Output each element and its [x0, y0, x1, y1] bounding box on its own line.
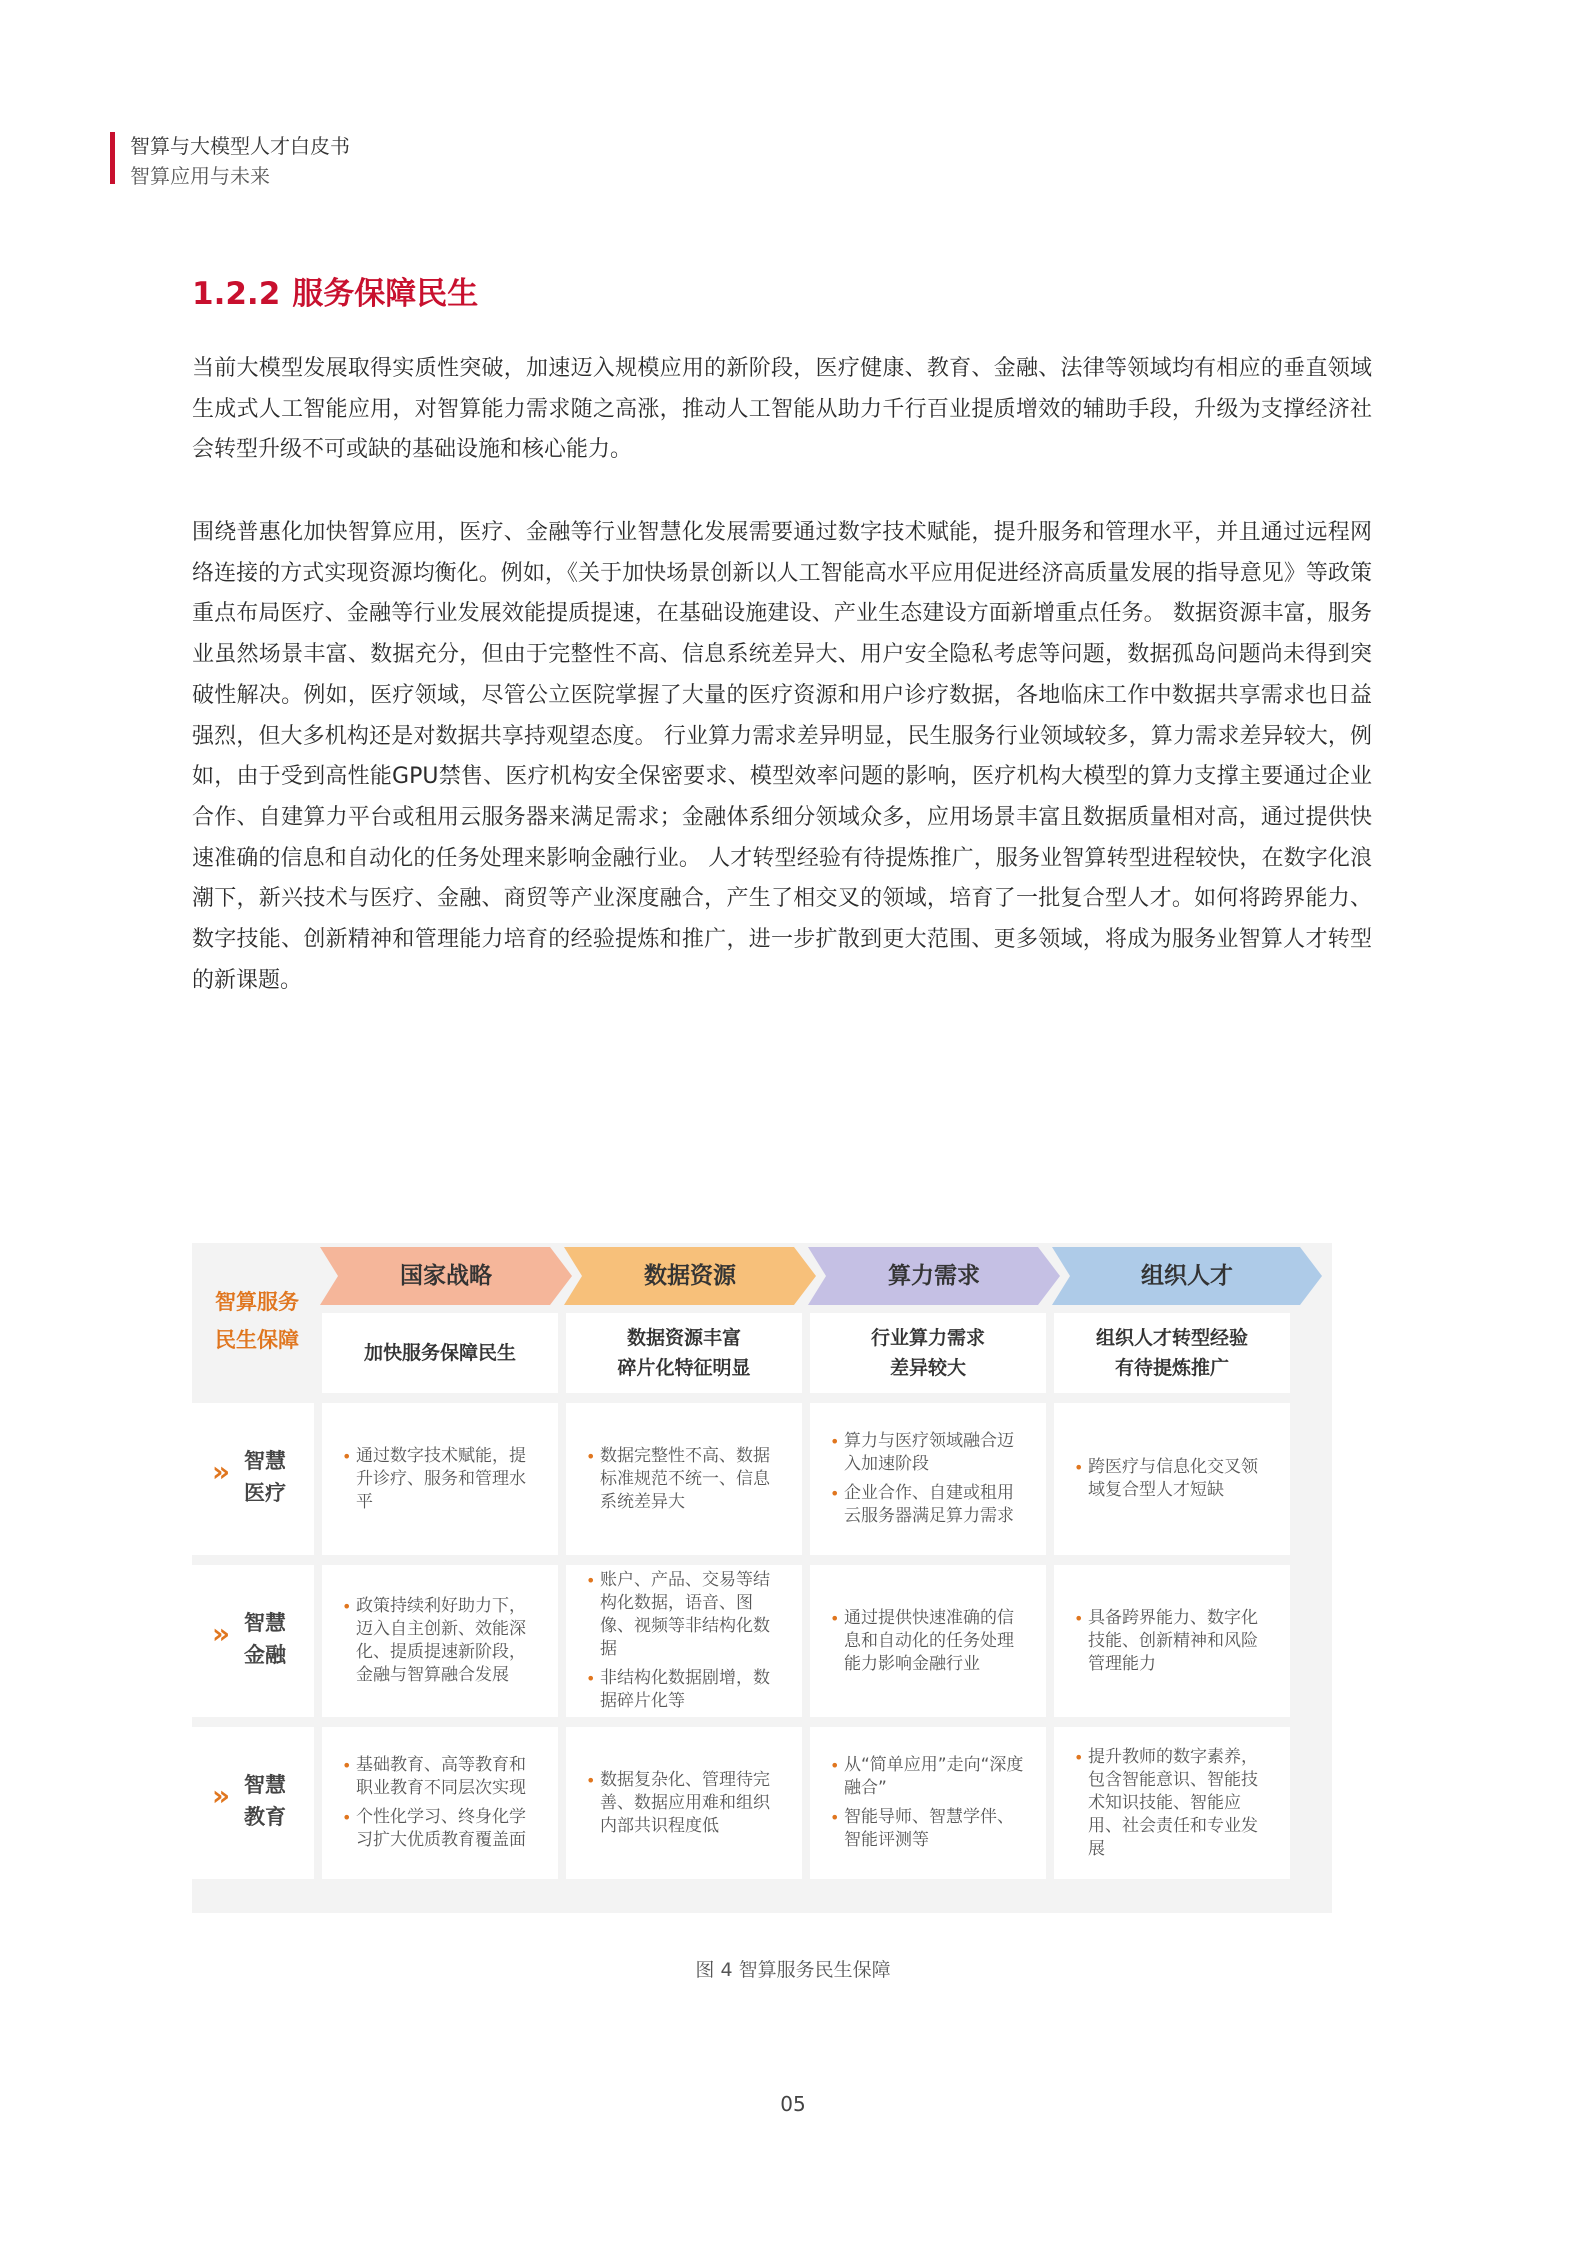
- column-subheader: [810, 1313, 1046, 1393]
- subheader-line: 加快服务保障民生: [363, 1342, 516, 1364]
- row-label-medical: [192, 1403, 314, 1555]
- matrix-cell: [566, 1727, 802, 1879]
- figure-caption: 图 4 智算服务民生保障: [695, 1959, 891, 1981]
- column-header-label: 算力需求: [888, 1263, 980, 1289]
- cell-bullet: • 企业合作、自建或租用云服务器满足算力需求: [830, 1482, 1028, 1528]
- matrix-cell: [566, 1403, 802, 1555]
- cell-bullet: • 通过提供快速准确的信息和自动化的任务处理能力影响金融行业: [830, 1607, 1028, 1676]
- cell-bullet: • 通过数字技术赋能，提升诊疗、服务和管理水平: [342, 1445, 540, 1514]
- body-paragraph-2: 围绕普惠化加快智算应用，医疗、金融等行业智慧化发展需要通过数字技术赋能，提升服务和管理水平，并且通过远程网络连接的方式实现资源均衡化。例如，《关于加快场景创新以人工智能高水平应用促进经济高质量发展的指导意见》等政策重点布局医疗、金融等行业发展效能提质提速，在基础设施建设、产业生态建设方面新增重点任务。 数据资源丰富，服务业虽然场景丰富、数据充分，但由于完整性不高、信息系统差异大、用户安全隐私考虑等问题，数据孤岛问题尚未得到突破性解决。例如，医疗领域，尽管公立医院掌握了大量的医疗资源和用户诊疗数据，各地临床工作中数据共享需求也日益强烈，但大多机构还是对数据共享持观望态度。 行业算力需求差异明显，民生服务行业领域较多，算力需求差异较大，例如，由于受到高性能GPU禁售、医疗机构安全保密要求、模型效率问题的影响，医疗机构大模型的算力支撑主要通过企业合作、自建算力平台或租用云服务器来满足需求；金融体系细分领域众多，应用场景丰富且数据质量相对高，通过提供快速准确的信息和自动化的任务处理来影响金融行业。 人才转型经验有待提炼推广，服务业智算转型进程较快，在数字化浪潮下，新兴技术与医疗、金融、商贸等产业深度融合，产生了相交叉的领域，培育了一批复合型人才。如何将跨界能力、数字技能、创新精神和管理能力培育的经验提炼和推广，进一步扩散到更大范围、更多领域，将成为服务业智算人才转型的新课题。: [192, 520, 1372, 993]
- subheader-line: 行业算力需求: [870, 1327, 985, 1349]
- cell-bullet: • 智能导师、智慧学伴、智能评测等: [830, 1806, 1028, 1852]
- column-header-arrow: [1052, 1247, 1322, 1305]
- matrix-cell: [1054, 1565, 1290, 1717]
- header-title: 智算与大模型人才白皮书: [130, 134, 350, 158]
- column-header-arrow: [564, 1247, 816, 1305]
- matrix-cell: [810, 1727, 1046, 1879]
- matrix-cell: [322, 1403, 558, 1555]
- row-label-line: 医疗: [244, 1481, 286, 1505]
- page-number: 05: [780, 2092, 806, 2116]
- column-header-label: 国家战略: [400, 1263, 492, 1289]
- chevron-right-icon: »: [212, 1779, 231, 1812]
- row-label-line: 金融: [244, 1643, 286, 1667]
- chevron-right-icon: »: [212, 1617, 231, 1650]
- subheader-line: 碎片化特征明显: [617, 1357, 751, 1379]
- section-heading: [192, 268, 490, 313]
- figure-left-label: [202, 1283, 312, 1359]
- header-accent-bar: [110, 132, 115, 184]
- row-label-finance: [192, 1565, 314, 1717]
- row-label-line: 教育: [244, 1805, 286, 1829]
- cell-bullet: • 具备跨界能力、数字化技能、创新精神和风险管理能力: [1074, 1607, 1272, 1676]
- chevron-right-icon: »: [212, 1455, 231, 1488]
- column-header-label: 数据资源: [644, 1263, 736, 1289]
- matrix-cell: [810, 1403, 1046, 1555]
- cell-bullet: • 数据完整性不高、数据标准规范不统一、信息系统差异大: [586, 1445, 784, 1514]
- body-paragraph-1: 当前大模型发展取得实质性突破，加速迈入规模应用的新阶段，医疗健康、教育、金融、法律等领域均有相应的垂直领域生成式人工智能应用，对智算能力需求随之高涨，推动人工智能从助力千行百业提质增效的辅助手段，升级为支撑经济社会转型升级不可或缺的基础设施和核心能力。: [192, 356, 1372, 463]
- column-subheader: [566, 1313, 802, 1393]
- section-title: 服务保障民生: [292, 276, 479, 312]
- matrix-cell: [1054, 1727, 1290, 1879]
- column-header-label: 组织人才: [1141, 1263, 1233, 1289]
- cell-bullet: • 跨医疗与信息化交叉领域复合型人才短缺: [1074, 1456, 1272, 1502]
- cell-bullet: • 个性化学习、终身化学习扩大优质教育覆盖面: [342, 1806, 540, 1852]
- row-label-education: [192, 1727, 314, 1879]
- cell-bullet: • 数据复杂化、管理待完善、数据应用难和组织内部共识程度低: [586, 1769, 784, 1838]
- header-subtitle: 智算应用与未来: [130, 164, 270, 188]
- cell-bullet: • 政策持续利好助力下，迈入自主创新、效能深化、提质提速新阶段，金融与智算融合发展: [342, 1595, 540, 1687]
- column-subheader: [322, 1313, 558, 1393]
- figure-left-label-line2: 民生保障: [215, 1328, 299, 1352]
- matrix-cell: [1054, 1403, 1290, 1555]
- subheader-line: 差异较大: [889, 1357, 966, 1379]
- matrix-cell: [810, 1565, 1046, 1717]
- matrix-cell: [566, 1565, 802, 1717]
- column-header-arrow: [320, 1247, 572, 1305]
- column-subheader: [1054, 1313, 1290, 1393]
- row-label-line: 智慧: [244, 1449, 286, 1473]
- subheader-line: 组织人才转型经验: [1095, 1327, 1248, 1349]
- cell-bullet: • 从“简单应用”走向“深度融合”: [830, 1754, 1028, 1800]
- subheader-line: 数据资源丰富: [626, 1327, 741, 1349]
- matrix-cell: [322, 1727, 558, 1879]
- section-number: 1.2.2: [192, 276, 281, 312]
- cell-bullet: • 非结构化数据剧增，数据碎片化等: [586, 1667, 784, 1713]
- figure-left-label-line1: 智算服务: [215, 1290, 299, 1314]
- row-label-line: 智慧: [244, 1773, 286, 1797]
- matrix-cell: [322, 1565, 558, 1717]
- column-header-arrow: [808, 1247, 1060, 1305]
- cell-bullet: • 算力与医疗领域融合迈入加速阶段: [830, 1430, 1028, 1476]
- cell-bullet: • 账户、产品、交易等结构化数据，语音、图像、视频等非结构化数据: [586, 1569, 784, 1661]
- row-label-line: 智慧: [244, 1611, 286, 1635]
- cell-bullet: • 提升教师的数字素养，包含智能意识、智能技术知识技能、智能应用、社会责任和专业发展: [1074, 1746, 1272, 1861]
- figure-service-matrix: [192, 1243, 1332, 1913]
- subheader-line: 有待提炼推广: [1114, 1357, 1229, 1379]
- cell-bullet: • 基础教育、高等教育和职业教育不同层次实现: [342, 1754, 540, 1800]
